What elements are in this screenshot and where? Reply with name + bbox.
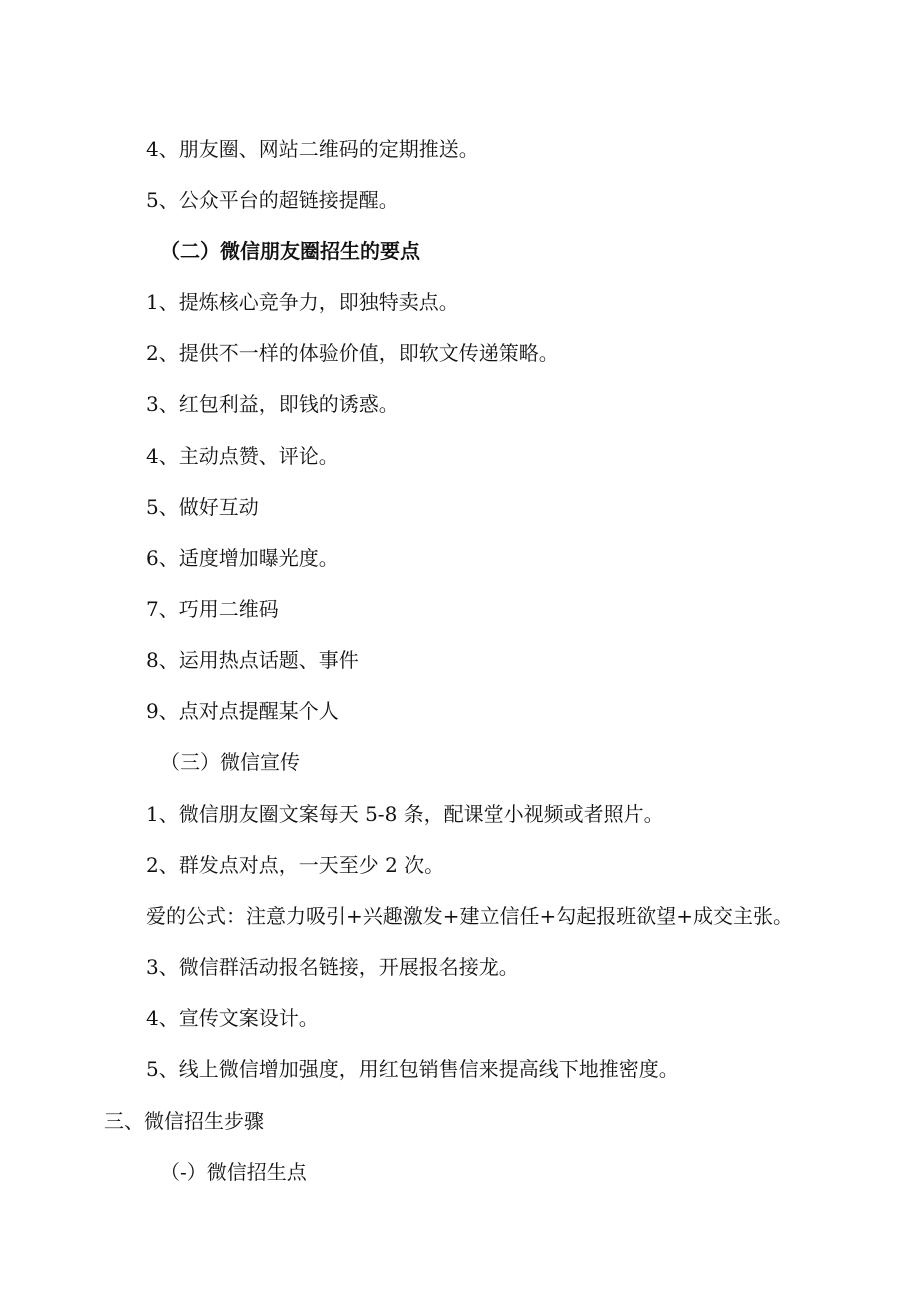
text-line: 9、点对点提醒某个人: [146, 699, 339, 723]
text-line: 2、提供不一样的体验价值，即软文传递策略。: [146, 341, 559, 365]
section-heading: （二）微信朋友圈招生的要点: [160, 239, 420, 263]
text-line: 5、线上微信增加强度，用红包销售信来提高线下地推密度。: [146, 1057, 679, 1081]
text-line: 3、微信群活动报名链接，开展报名接龙。: [146, 955, 519, 979]
text-line: 1、提炼核心竞争力，即独特卖点。: [146, 290, 459, 314]
text-line: 1、微信朋友圈文案每天 5-8 条，配课堂小视频或者照片。: [146, 802, 664, 826]
chapter-heading: 三、微信招生步骤: [104, 1109, 264, 1133]
text-line: 7、巧用二维码: [146, 597, 279, 621]
text-line: 爱的公式：注意力吸引+兴趣激发+建立信任+勾起报班欲望+成交主张。: [146, 904, 794, 928]
text-line: 5、做好互动: [146, 495, 259, 519]
text-line: 2、群发点对点，一天至少 2 次。: [146, 853, 445, 877]
text-line: 4、宣传文案设计。: [146, 1006, 319, 1030]
section-heading: （-）微信招生点: [160, 1160, 307, 1184]
text-line: 8、运用热点话题、事件: [146, 648, 359, 672]
section-heading: （三）微信宣传: [160, 750, 300, 774]
text-line: 5、公众平台的超链接提醒。: [146, 188, 399, 212]
text-line: 4、朋友圈、网站二维码的定期推送。: [146, 137, 479, 161]
text-line: 6、适度增加曝光度。: [146, 546, 339, 570]
text-line: 4、主动点赞、评论。: [146, 444, 339, 468]
text-line: 3、红包利益，即钱的诱惑。: [146, 392, 399, 416]
